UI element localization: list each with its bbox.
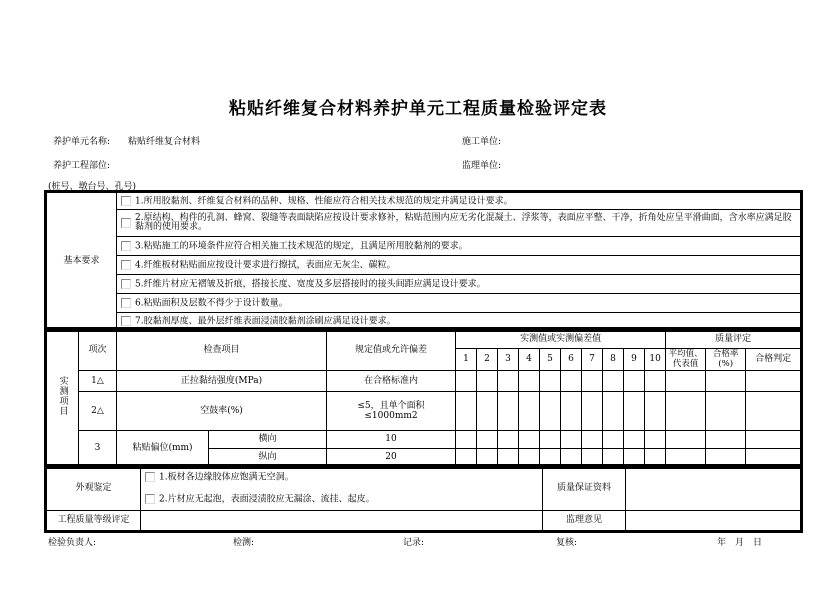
measured-value-cell[interactable] [456, 371, 477, 392]
avg-cell[interactable] [666, 392, 706, 431]
rate-cell[interactable] [706, 431, 746, 449]
measured-value-cell[interactable] [624, 449, 645, 467]
measure-col-6: 6 [561, 349, 582, 371]
measured-value-cell[interactable] [540, 371, 561, 392]
checkbox[interactable] [121, 298, 131, 308]
measured-value-cell[interactable] [519, 392, 540, 431]
measured-value-cell[interactable] [519, 371, 540, 392]
header-judge: 合格判定 [746, 349, 801, 371]
measure-col-3: 3 [498, 349, 519, 371]
requirement-text: 5.纤维片材应无褶皱及折痕，搭接长度、宽度及多层搭接时的接头间距应满足设计要求。 [135, 279, 486, 290]
measured-value-cell[interactable] [519, 431, 540, 449]
header-measured: 实测值或实测偏差值 [456, 330, 666, 349]
measured-value-cell[interactable] [456, 449, 477, 467]
measured-value-cell[interactable] [540, 392, 561, 431]
measure-col-5: 5 [540, 349, 561, 371]
row-spec: 在合格标准内 [327, 371, 456, 392]
judge-cell[interactable] [746, 449, 801, 467]
unit-name-label: 养护单元名称: [53, 137, 111, 147]
measured-value-cell[interactable] [624, 371, 645, 392]
appearance-text: 2.片材应无起泡，表面浸渍胶应无漏涂、流挂、起皮。 [159, 494, 375, 505]
header-rate: 合格率(%) [706, 349, 746, 371]
checkbox[interactable] [145, 472, 155, 482]
requirement-item[interactable] [117, 237, 801, 256]
date-label: 年 月 日 [717, 538, 763, 548]
measured-value-cell[interactable] [645, 392, 666, 431]
row-spec: 20 [327, 449, 456, 467]
requirement-text: 4.纤维板材粘贴面应按设计要求进行擦拭，表面应无灰尘、碳粒。 [135, 260, 396, 271]
construction-unit-label: 施工单位: [462, 137, 502, 147]
review-label: 复核: [556, 538, 578, 548]
requirement-item[interactable] [117, 193, 801, 210]
measured-value-cell[interactable] [456, 431, 477, 449]
measure-col-1: 1 [456, 349, 477, 371]
row-item: 粘贴偏位(mm) [117, 431, 209, 467]
supervision-value[interactable] [626, 511, 801, 531]
row-no: 2△ [79, 392, 117, 431]
appearance-text: 1.板材各边缘胶体应饱满无空洞。 [159, 472, 294, 483]
measured-value-cell[interactable] [603, 392, 624, 431]
measured-value-cell[interactable] [540, 449, 561, 467]
measured-value-cell[interactable] [477, 371, 498, 392]
measure-col-7: 7 [582, 349, 603, 371]
row-no: 1△ [79, 371, 117, 392]
header-item: 检查项目 [117, 330, 327, 371]
basic-requirements-label: 基本要求 [47, 193, 117, 330]
grade-label: 工程质量等级评定 [47, 511, 141, 531]
checkbox[interactable] [121, 260, 131, 270]
measured-value-cell[interactable] [582, 431, 603, 449]
measured-value-cell[interactable] [582, 371, 603, 392]
measured-value-cell[interactable] [561, 371, 582, 392]
checkbox[interactable] [121, 316, 131, 326]
measured-value-cell[interactable] [561, 431, 582, 449]
header-no: 项次 [79, 330, 117, 371]
checkbox[interactable] [121, 279, 131, 289]
requirement-text: 3.粘贴施工的环境条件应符合相关施工技术规范的规定，且满足所用胶黏剂的要求。 [135, 241, 468, 252]
measured-value-cell[interactable] [645, 371, 666, 392]
avg-cell[interactable] [666, 449, 706, 467]
requirement-text: 7.胶黏剂厚度、最外层纤维表面浸渍胶黏剂涂刷应满足设计要求。 [135, 316, 396, 327]
measured-value-cell[interactable] [477, 431, 498, 449]
row-spec: 10 [327, 431, 456, 449]
appearance-item[interactable] [141, 467, 543, 489]
row-item: 正拉黏结强度(MPa) [117, 371, 327, 392]
judge-cell[interactable] [746, 392, 801, 431]
supervision-unit-label: 监理单位: [462, 161, 502, 171]
checkbox[interactable] [121, 241, 131, 251]
measured-value-cell[interactable] [624, 431, 645, 449]
part-label: 养护工程部位: [53, 161, 111, 171]
requirement-item[interactable] [117, 313, 801, 330]
measure-col-10: 10 [645, 349, 666, 371]
record-label: 记录: [403, 538, 425, 548]
row-direction: 纵向 [209, 449, 327, 467]
measured-value-cell[interactable] [645, 431, 666, 449]
measured-value-cell[interactable] [603, 371, 624, 392]
requirement-item[interactable] [117, 294, 801, 313]
measured-value-cell[interactable] [540, 431, 561, 449]
qa-value[interactable] [626, 467, 801, 511]
rate-cell[interactable] [706, 449, 746, 467]
rate-cell[interactable] [706, 371, 746, 392]
measure-col-8: 8 [603, 349, 624, 371]
measured-value-cell[interactable] [498, 392, 519, 431]
measured-value-cell[interactable] [456, 392, 477, 431]
checkbox[interactable] [121, 196, 131, 206]
measured-items-label: 实测项目 [47, 330, 79, 467]
measured-value-cell[interactable] [582, 392, 603, 431]
measured-value-cell[interactable] [519, 449, 540, 467]
grade-value[interactable] [141, 511, 543, 531]
measured-value-cell[interactable] [561, 449, 582, 467]
location-note: (桩号、墩台号、孔号) [48, 182, 137, 192]
avg-cell[interactable] [666, 371, 706, 392]
measurement-table [46, 329, 801, 467]
supervision-label: 监理意见 [543, 511, 626, 531]
measured-value-cell[interactable] [477, 392, 498, 431]
requirement-text: 1.所用胶黏剂、纤维复合材料的品种、规格、性能应符合相关技术规范的规定并满足设计要求。 [135, 196, 513, 207]
measured-value-cell[interactable] [498, 449, 519, 467]
measure-col-9: 9 [624, 349, 645, 371]
measured-value-cell[interactable] [582, 449, 603, 467]
appearance-table [46, 466, 801, 531]
requirement-item[interactable] [117, 210, 801, 237]
checkbox[interactable] [121, 218, 131, 228]
requirement-text: 2.原结构、构件的孔洞、蜂窝、裂缝等表面缺陷应按设计要求修补，粘贴范围内应无劣化混凝土、浮浆等，表面应平整、干净，折角处应呈平滑曲面，含水率应满足胶黏剂的使用要求。 [135, 213, 792, 232]
inspector-label: 检验负责人: [48, 538, 97, 548]
measure-col-2: 2 [477, 349, 498, 371]
judge-cell[interactable] [746, 431, 801, 449]
row-item: 空鼓率(%) [117, 392, 327, 431]
page-title: 粘贴纤维复合材料养护单元工程质量检验评定表 [229, 99, 607, 119]
appearance-label: 外观鉴定 [47, 467, 141, 511]
measured-value-cell[interactable] [498, 431, 519, 449]
measured-value-cell[interactable] [645, 449, 666, 467]
requirement-item[interactable] [117, 275, 801, 294]
appearance-item[interactable] [141, 489, 543, 511]
measured-value-cell[interactable] [603, 449, 624, 467]
requirement-text: 6.粘贴面积及层数不得少于设计数量。 [135, 298, 288, 309]
row-spec: ≤5，且单个面积≤1000mm2 [327, 392, 456, 431]
rate-cell[interactable] [706, 392, 746, 431]
unit-name-value[interactable]: 粘贴纤维复合材料 [128, 137, 201, 147]
avg-cell[interactable] [666, 431, 706, 449]
measured-value-cell[interactable] [498, 371, 519, 392]
row-no: 3 [79, 431, 117, 467]
qa-label: 质量保证资料 [543, 467, 626, 511]
header-quality: 质量评定 [666, 330, 801, 349]
measured-value-cell[interactable] [603, 431, 624, 449]
row-direction: 横向 [209, 431, 327, 449]
measure-col-4: 4 [519, 349, 540, 371]
header-spec: 规定值或允许偏差 [327, 330, 456, 371]
measured-value-cell[interactable] [477, 449, 498, 467]
test-label: 检测: [233, 538, 255, 548]
judge-cell[interactable] [746, 371, 801, 392]
measured-value-cell[interactable] [624, 392, 645, 431]
basic-requirements-table [46, 192, 801, 330]
checkbox[interactable] [145, 494, 155, 504]
header-avg: 平均值、代表值 [666, 349, 706, 371]
measured-value-cell[interactable] [561, 392, 582, 431]
requirement-item[interactable] [117, 256, 801, 275]
